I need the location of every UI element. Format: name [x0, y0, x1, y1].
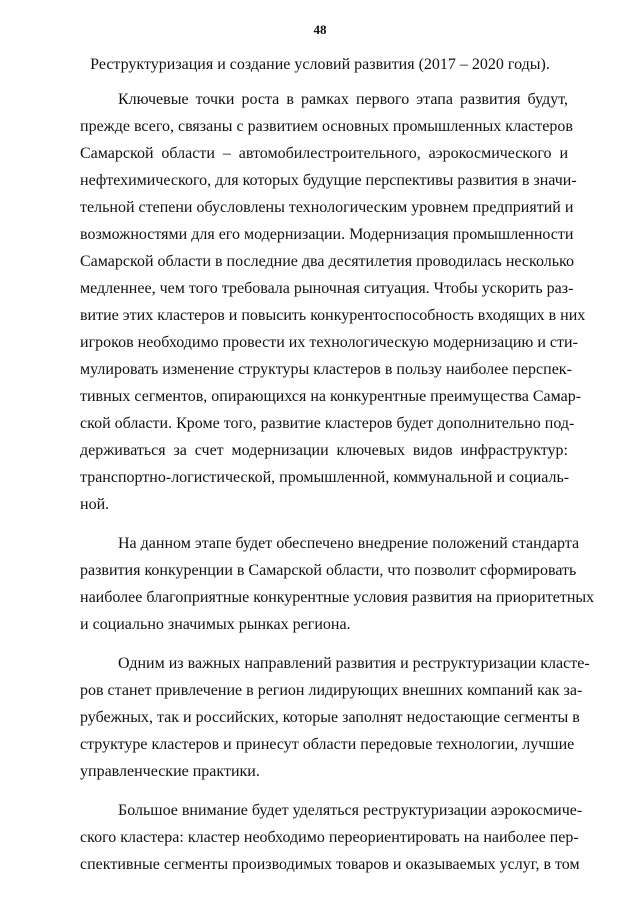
text-line: наиболее благоприятные конкурентные условия развития на приоритетных — [80, 589, 595, 606]
text-line: ной. — [80, 496, 110, 513]
text-line: возможностями для его модернизации. Модернизация промышленности — [80, 226, 574, 243]
text-line: Одним из важных направлений развития и реструктуризации класте- — [118, 655, 590, 672]
paragraph-aerospace-cluster — [80, 797, 583, 878]
text-line: спективные сегменты производимых товаров и оказываемых услуг, в том — [80, 856, 580, 873]
text-line: ров станет привлечение в регион лидирующих внешних компаний как за- — [80, 682, 583, 699]
page-number: 48 — [313, 22, 327, 37]
body-text — [80, 86, 595, 890]
text-line: управленческие практики. — [80, 763, 260, 780]
text-line: тивных сегментов, опирающихся на конкурентные преимущества Самар- — [80, 388, 582, 405]
text-line: рубежных, так и российских, которые заполнят недостающие сегменты в — [80, 709, 580, 726]
text-line: тельной степени обусловлены технологическим уровнем предприятий и — [80, 199, 574, 216]
text-line: ской области. Кроме того, развитие кластеров будет дополнительно под- — [80, 415, 575, 432]
text-line: игроков необходимо провести их технологическую модернизацию и сти- — [80, 334, 578, 351]
section-heading: Реструктуризация и создание условий развития (2017 – 2020 годы). — [90, 56, 550, 73]
text-line: держиваться за счет модернизации ключевых видов инфраструктур: — [80, 442, 568, 459]
paragraph-growth-points — [80, 86, 586, 518]
text-line: прежде всего, связаны с развитием основных промышленных кластеров — [80, 118, 573, 135]
text-line: На данном этапе будет обеспечено внедрение положений стандарта — [118, 535, 580, 552]
text-line: и социально значимых рынках региона. — [80, 616, 351, 633]
text-line: развития конкуренции в Самарской области, что позволит сформировать — [80, 562, 577, 579]
paragraph-competition-standard — [80, 530, 595, 638]
text-line: Самарской области – автомобилестроительного, аэрокосмического и — [80, 145, 568, 162]
text-line: структуре кластеров и принесут области передовые технологии, лучшие — [80, 736, 575, 753]
text-line: медленнее, чем того требовала рыночная ситуация. Чтобы ускорить раз- — [80, 280, 574, 297]
text-line: мулировать изменение структуры кластеров в пользу наиболее перспек- — [80, 361, 572, 378]
text-line: транспортно-логистической, промышленной, коммунальной и социаль- — [80, 469, 570, 486]
text-line: Ключевые точки роста в рамках первого этапа развития будут, — [118, 91, 568, 108]
text-line: нефтехимического, для которых будущие перспективы развития в значи- — [80, 172, 577, 189]
text-line: Большое внимание будет уделяться реструктуризации аэрокосмиче- — [118, 802, 583, 819]
text-line: Самарской области в последние два десятилетия проводилась несколько — [80, 253, 574, 270]
text-line: витие этих кластеров и повысить конкурентоспособность входящих в них — [80, 307, 586, 324]
text-line: ского кластера: кластер необходимо переориентировать на наиболее пер- — [80, 829, 579, 846]
paragraph-external-companies — [80, 650, 590, 785]
